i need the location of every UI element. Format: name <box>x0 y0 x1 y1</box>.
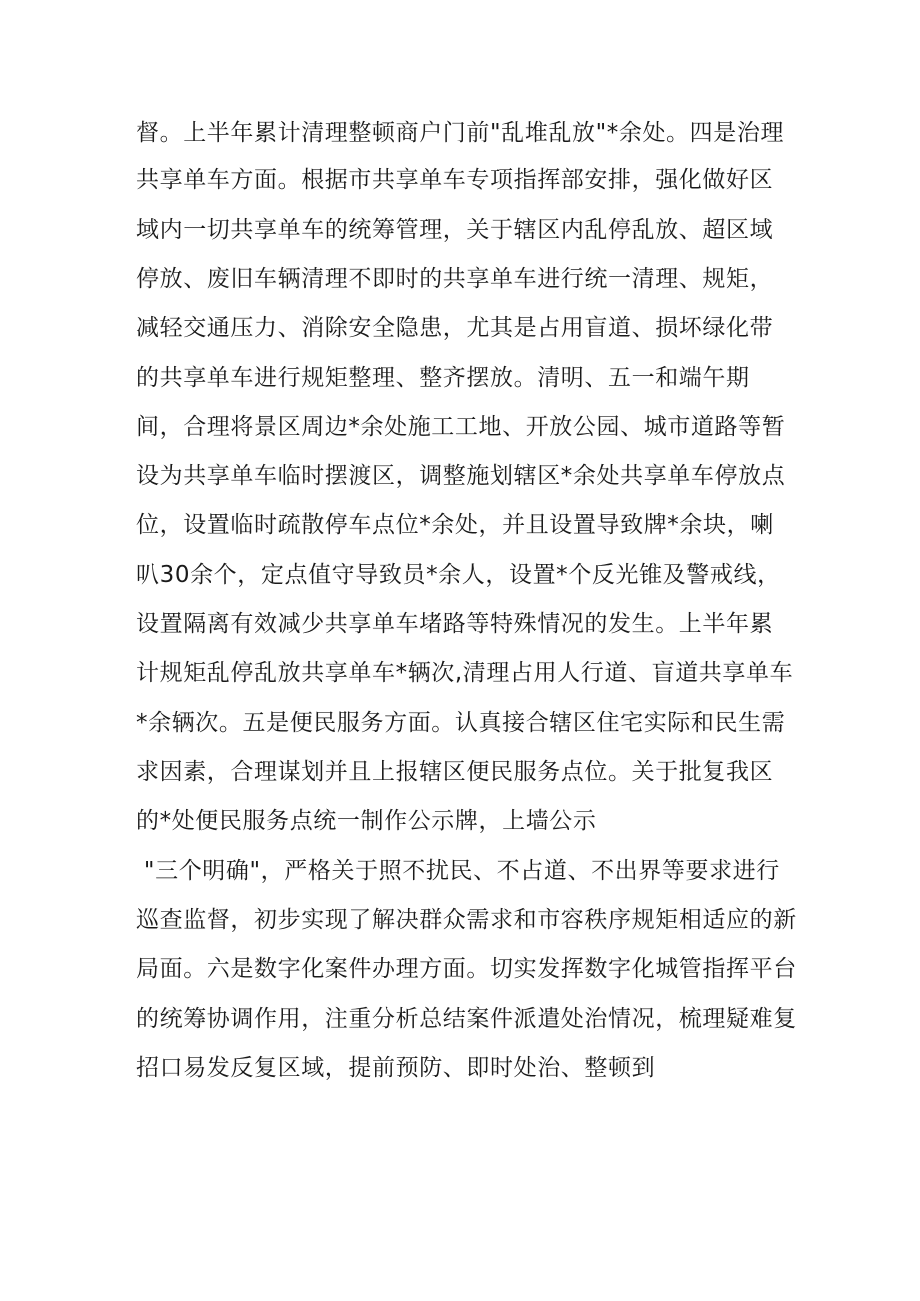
text-line: 设置隔离有效减少共享单车堵路等特殊情况的发生。上半年累 <box>136 611 774 637</box>
text-line: 设为共享单车临时摆渡区，调整施划辖区*余处共享单车停放点 <box>136 463 786 489</box>
text-line: *余辆次。五是便民服务方面。认真接合辖区住宅实际和民生需 <box>136 710 786 736</box>
text-line: 计规矩乱停乱放共享单车*辆次,清理占用人行道、盲道共享单车 <box>136 660 794 686</box>
text-line: 共享单车方面。根据市共享单车专项指挥部安排，强化做好区 <box>136 167 774 193</box>
text-line: 的统筹协调作用，注重分析总结案件派遣处治情况，梳理疑难复 <box>136 1006 797 1032</box>
text-line: 域内一切共享单车的统筹管理，关于辖区内乱停乱放、超区域 <box>136 217 774 243</box>
text-line: 督。上半年累计清理整顿商户门前"乱堆乱放"*余处。四是治理 <box>136 120 785 146</box>
text-line: 局面。六是数字化案件办理方面。切实发挥数字化城管指挥平台 <box>136 956 797 982</box>
text-line: 叭30余个，定点值守导致员*余人，设置*个反光锥及警戒线， <box>136 562 781 588</box>
text-line: 的*处便民服务点统一制作公示牌，上墙公示 <box>136 808 597 834</box>
text-line: 招口易发反复区域，提前预防、即时处治、整顿到 <box>136 1055 656 1081</box>
text-line: 间，合理将景区周边*余处施工工地、开放公园、城市道路等暂 <box>136 414 786 440</box>
text-line: 停放、废旧车辆清理不即时的共享单车进行统一清理、规矩， <box>136 266 774 292</box>
text-line: 巡查监督，初步实现了解决群众需求和市容秩序规矩相适应的新 <box>136 907 797 933</box>
text-line: "三个明确"，严格关于照不扰民、不占道、不出界等要求进行 <box>136 858 780 884</box>
text-line: 位，设置临时疏散停车点位*余处，并且设置导致牌*余块，喇 <box>136 512 774 538</box>
text-line: 求因素，合理谋划并且上报辖区便民服务点位。关于批复我区 <box>136 759 774 785</box>
text-line: 的共享单车进行规矩整理、整齐摆放。清明、五一和端午期 <box>136 365 750 391</box>
text-line: 减轻交通压力、消除安全隐患，尤其是占用盲道、损坏绿化带 <box>136 315 774 341</box>
